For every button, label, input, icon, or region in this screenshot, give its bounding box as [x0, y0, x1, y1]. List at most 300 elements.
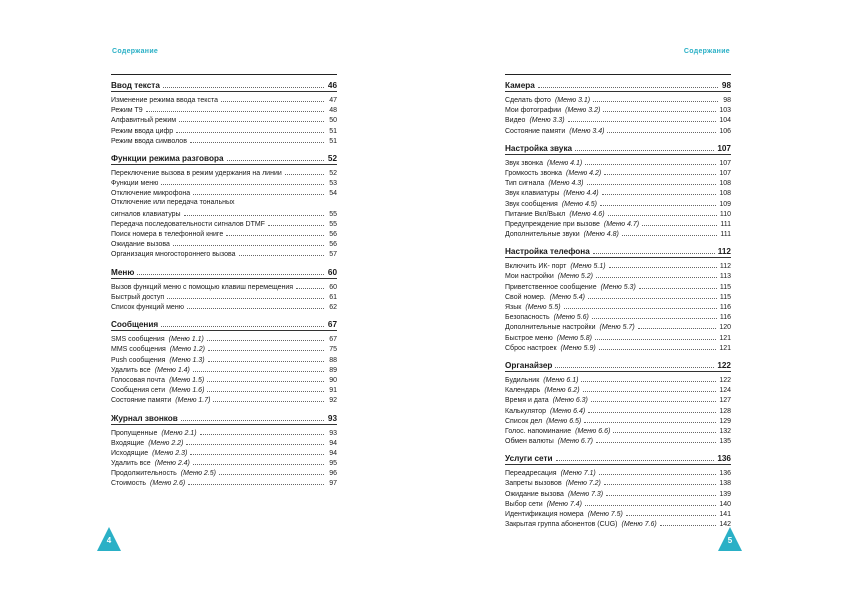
entry-page-number: 60	[329, 283, 337, 291]
entry-title: Предупреждение при вызове	[505, 220, 600, 228]
dot-leader	[596, 435, 716, 443]
toc-entry[interactable]	[505, 114, 731, 124]
entry-page-number: 136	[719, 470, 731, 478]
entry-menu-ref: (Меню 7.6)	[621, 521, 657, 529]
entry-menu-ref: (Меню 3.1)	[554, 97, 591, 104]
dot-leader	[179, 114, 324, 122]
entry-title: Продолжительность	[111, 470, 177, 478]
toc-entry[interactable]	[505, 467, 731, 477]
entry-page-number: 50	[329, 117, 337, 125]
entry-page-number: 53	[329, 180, 337, 188]
toc-entry[interactable]	[505, 311, 731, 321]
entry-menu-ref: (Меню 6.3)	[552, 397, 588, 405]
section-title: Органайзер	[505, 360, 553, 370]
entry-page-number: 128	[719, 407, 731, 415]
entry-title: Ожидание вызова	[505, 490, 564, 498]
entry-page-number: 127	[719, 397, 731, 405]
section-page-number: 107	[717, 143, 731, 153]
toc-section	[505, 246, 731, 352]
toc-entry[interactable]	[505, 125, 731, 135]
entry-title: Быстрое меню	[505, 334, 553, 342]
toc-entry[interactable]	[111, 374, 337, 384]
entry-title: Состояние памяти	[111, 397, 172, 405]
entry-title: Входящие	[111, 439, 145, 447]
toc-entry[interactable]	[505, 477, 731, 487]
toc-entry[interactable]	[505, 415, 731, 425]
entry-page-number: 135	[719, 438, 731, 446]
entry-menu-ref: (Меню 4.8)	[583, 231, 619, 239]
toc-entry[interactable]	[505, 384, 731, 394]
entry-title: Дополнительные звуки	[505, 231, 580, 239]
entry-page-number: 93	[329, 429, 337, 437]
dot-leader	[607, 125, 716, 133]
entry-title: Функции меню	[111, 180, 159, 188]
entry-menu-ref: (Меню 4.6)	[569, 210, 605, 218]
dot-leader	[208, 343, 324, 351]
dot-leader	[190, 447, 324, 455]
entry-title: Исходящие	[111, 449, 149, 457]
entry-title: Поиск номера в телефонной книге	[111, 231, 224, 239]
entry-menu-ref: (Меню 1.3)	[169, 356, 205, 364]
section-heading[interactable]	[505, 360, 731, 372]
toc-entry[interactable]	[111, 125, 337, 135]
entry-title: Отключение или передача тональных	[111, 198, 235, 206]
dot-leader	[207, 374, 324, 382]
entry-page-number: 94	[329, 439, 337, 447]
dot-leader	[193, 187, 324, 195]
entry-title: Голосовая почта	[111, 376, 166, 384]
section-page-number: 60	[327, 267, 337, 277]
toc-entry[interactable]	[505, 321, 731, 331]
entry-menu-ref: (Меню 1.7)	[175, 397, 211, 405]
dot-leader	[161, 319, 324, 327]
entry-page-number: 92	[329, 397, 337, 405]
entry-menu-ref: (Меню 2.1)	[161, 429, 197, 437]
dot-leader	[161, 177, 324, 185]
entry-title: Сделать фото	[505, 97, 551, 104]
entry-title: Переадресация	[505, 470, 557, 478]
toc-section	[111, 413, 337, 488]
dot-leader	[575, 143, 714, 151]
section-page-number: 46	[327, 81, 337, 90]
entry-menu-ref: (Меню 6.1)	[543, 376, 579, 384]
toc-entry[interactable]	[505, 104, 731, 114]
section-page-number: 52	[327, 153, 337, 163]
entry-menu-ref: (Меню 6.7)	[557, 438, 593, 446]
toc-entry[interactable]	[505, 218, 731, 228]
entry-title: Состояние памяти	[505, 127, 566, 135]
toc-entry[interactable]	[111, 114, 337, 124]
entry-page-number: 121	[719, 344, 731, 352]
dot-leader	[599, 342, 717, 350]
dot-leader	[239, 248, 324, 256]
entry-menu-ref: (Меню 4.7)	[603, 220, 640, 228]
entry-menu-ref: (Меню 4.2)	[566, 169, 602, 177]
toc-entry[interactable]	[111, 301, 337, 311]
entry-title: Закрытая группа абонентов (CUG)	[505, 521, 618, 529]
toc-entry[interactable]	[111, 384, 337, 394]
toc-entry[interactable]	[505, 167, 731, 177]
right-page	[421, 0, 842, 595]
entry-title: Будильник	[505, 376, 540, 384]
dot-leader	[587, 177, 717, 185]
toc-entry[interactable]	[111, 333, 337, 343]
dot-leader	[163, 80, 324, 88]
section-title: Ввод текста	[111, 81, 160, 90]
toc-entry[interactable]	[111, 187, 337, 197]
entry-title: Звук сообщения	[505, 200, 558, 208]
entry-menu-ref: (Меню 5.9)	[560, 344, 596, 352]
entry-title: Время и дата	[505, 397, 549, 405]
dot-leader	[591, 394, 716, 402]
section-heading[interactable]	[111, 153, 337, 165]
table-of-contents	[111, 74, 337, 488]
toc-entry[interactable]	[505, 281, 731, 291]
toc-entry[interactable]	[111, 167, 337, 177]
entry-title: MMS сообщения	[111, 346, 166, 354]
toc-entry[interactable]	[505, 405, 731, 415]
toc-entry[interactable]	[505, 157, 731, 167]
toc-entry[interactable]	[505, 177, 731, 187]
toc-entry[interactable]	[505, 270, 731, 280]
entry-title: Вызов функций меню с помощью клавиш перемещения	[111, 283, 294, 291]
entry-page-number: 138	[719, 480, 731, 488]
dot-leader	[593, 94, 718, 102]
entry-menu-ref: (Меню 5.7)	[599, 324, 635, 332]
entry-page-number: 116	[719, 304, 731, 311]
toc-entry[interactable]	[111, 135, 337, 145]
toc-entry[interactable]	[505, 498, 731, 508]
toc-section	[111, 153, 337, 259]
entry-page-number: 115	[719, 283, 731, 291]
dot-leader	[188, 477, 324, 485]
entry-title: Изменение режима ввода текста	[111, 97, 218, 104]
toc-entry[interactable]	[505, 425, 731, 435]
toc-entry[interactable]	[111, 198, 337, 208]
dot-leader	[603, 104, 716, 112]
entry-page-number: 56	[329, 241, 337, 249]
entry-menu-ref: (Меню 2.6)	[150, 480, 186, 488]
entry-title: Список функций меню	[111, 304, 184, 311]
toc-entry[interactable]	[505, 394, 731, 404]
entry-menu-ref: (Меню 4.5)	[561, 200, 598, 208]
toc-entry[interactable]	[505, 187, 731, 197]
entry-title: Безопасность	[505, 314, 550, 322]
toc-section	[505, 80, 731, 135]
dot-leader	[599, 467, 717, 475]
entry-menu-ref: (Меню 2.3)	[152, 449, 188, 457]
entry-page-number: 51	[329, 127, 337, 135]
entry-page-number: 139	[719, 490, 731, 498]
entry-page-number: 129	[719, 417, 731, 425]
dot-leader	[187, 301, 324, 309]
dot-leader	[604, 167, 716, 175]
entry-title: Мои настройки	[505, 273, 554, 281]
entry-page-number: 106	[719, 127, 731, 135]
section-title: Настройка телефона	[505, 247, 590, 257]
entry-menu-ref: (Меню 2.2)	[148, 439, 184, 447]
toc-entry[interactable]	[505, 508, 731, 518]
section-heading[interactable]	[111, 413, 337, 425]
dot-leader	[184, 208, 324, 216]
entry-menu-ref: (Меню 1.4)	[154, 366, 190, 374]
entry-title: сигналов клавиатуры	[111, 210, 181, 218]
dot-leader	[600, 198, 716, 206]
toc-entry[interactable]	[505, 332, 731, 342]
entry-page-number: 142	[719, 521, 731, 529]
entry-page-number: 112	[719, 263, 731, 271]
entry-menu-ref: (Меню 6.6)	[575, 427, 611, 435]
toc-entry[interactable]	[111, 447, 337, 457]
section-title: Услуги сети	[505, 454, 553, 464]
entry-page-number: 91	[329, 387, 337, 395]
entry-page-number: 62	[329, 304, 337, 311]
entry-title: Приветственное сообщение	[505, 283, 597, 291]
page-number-badge	[717, 526, 743, 552]
entry-title: Стоимость	[111, 480, 147, 488]
dot-leader	[588, 291, 717, 299]
dot-leader	[660, 518, 717, 526]
entry-page-number: 107	[719, 169, 731, 177]
entry-page-number: 115	[719, 293, 731, 301]
entry-title: Удалить все	[111, 460, 151, 468]
dot-leader	[285, 167, 324, 175]
toc-entry[interactable]	[111, 248, 337, 258]
entry-page-number: 120	[719, 324, 731, 332]
entry-menu-ref: (Меню 5.8)	[556, 334, 592, 342]
entry-menu-ref: (Меню 5.1)	[570, 263, 606, 271]
entry-page-number: 122	[719, 376, 731, 384]
entry-menu-ref: (Меню 1.2)	[169, 346, 205, 354]
entry-page-number: 56	[329, 231, 337, 239]
entry-title: Календарь	[505, 387, 541, 395]
toc-entry[interactable]	[111, 477, 337, 487]
dot-leader	[588, 405, 716, 413]
entry-menu-ref: (Меню 7.2)	[565, 480, 601, 488]
entry-title: Выбор сети	[505, 500, 543, 508]
page-number: 4	[106, 536, 112, 545]
entry-page-number: 97	[329, 480, 337, 488]
dot-leader	[268, 218, 324, 226]
section-heading[interactable]	[505, 80, 731, 92]
entry-title: Пропущенные	[111, 429, 158, 437]
entry-page-number: 124	[719, 387, 731, 395]
dot-leader	[200, 427, 324, 435]
entry-title: Режим ввода цифр	[111, 127, 174, 135]
entry-title: Мои фотографии	[505, 107, 562, 115]
dot-leader	[583, 384, 717, 392]
entry-menu-ref: (Меню 7.4)	[546, 500, 582, 508]
dot-leader	[613, 425, 716, 433]
section-title: Журнал звонков	[111, 413, 178, 423]
toc-entry[interactable]	[505, 198, 731, 208]
dot-leader	[604, 477, 716, 485]
entry-page-number: 95	[329, 460, 337, 468]
toc-entry[interactable]	[111, 427, 337, 437]
toc-section	[111, 319, 337, 404]
toc-entry[interactable]	[111, 104, 337, 114]
section-heading[interactable]	[505, 143, 731, 155]
dot-leader	[584, 415, 716, 423]
entry-menu-ref: (Меню 3.4)	[569, 127, 605, 135]
entry-page-number: 94	[329, 449, 337, 457]
toc-entry[interactable]	[505, 374, 731, 384]
toc-entry[interactable]	[111, 177, 337, 187]
dot-leader	[585, 498, 716, 506]
entry-title: Сообщения сети	[111, 387, 166, 395]
dot-leader	[538, 80, 718, 88]
toc-section	[505, 360, 731, 445]
entry-menu-ref: (Меню 5.2)	[557, 273, 593, 281]
entry-page-number: 108	[719, 180, 731, 188]
entry-page-number: 88	[329, 356, 337, 364]
toc-section	[505, 143, 731, 239]
entry-menu-ref: (Меню 5.4)	[549, 293, 585, 301]
entry-title: Звук звонка	[505, 159, 544, 167]
toc-entry[interactable]	[111, 394, 337, 404]
entry-title: SMS сообщения	[111, 336, 165, 344]
entry-page-number: 108	[719, 190, 731, 198]
entry-menu-ref: (Меню 2.5)	[180, 470, 216, 478]
section-page-number: 112	[717, 247, 731, 257]
entry-page-number: 55	[329, 210, 337, 218]
dot-leader	[219, 467, 324, 475]
section-heading[interactable]	[505, 246, 731, 258]
dot-leader	[176, 125, 324, 133]
entry-menu-ref: (Меню 6.2)	[544, 387, 580, 395]
section-title: Сообщения	[111, 320, 159, 330]
dot-leader	[193, 364, 324, 372]
entry-page-number: 61	[329, 293, 337, 301]
toc-entry[interactable]	[111, 364, 337, 374]
toc-entry[interactable]	[505, 228, 731, 238]
entry-menu-ref: (Меню 4.3)	[548, 180, 584, 188]
entry-page-number: 121	[719, 334, 731, 342]
entry-page-number: 111	[720, 220, 731, 228]
section-heading[interactable]	[111, 80, 337, 92]
entry-title: Идентификация номера	[505, 511, 584, 518]
dot-leader	[207, 333, 324, 341]
entry-title: Включить ИК- порт	[505, 263, 567, 271]
toc-entry[interactable]	[111, 467, 337, 477]
toc-entry[interactable]	[505, 435, 731, 445]
dot-leader	[167, 291, 324, 299]
entry-title: Режим ввода символов	[111, 137, 187, 145]
dot-leader	[639, 281, 717, 289]
entry-page-number: 96	[329, 470, 337, 478]
entry-menu-ref: (Меню 2.4)	[154, 460, 190, 468]
toc-entry[interactable]	[111, 457, 337, 467]
toc-entry[interactable]	[111, 208, 337, 218]
entry-page-number: 52	[329, 169, 337, 177]
entry-title: Организация многостороннего вызова	[111, 251, 236, 259]
entry-title: Тип сигнала	[505, 180, 545, 188]
section-page-number: 136	[717, 454, 731, 464]
entry-menu-ref: (Меню 7.5)	[587, 511, 623, 518]
entry-title: Ожидание вызова	[111, 241, 170, 249]
dot-leader	[208, 354, 324, 362]
entry-title: Язык	[505, 304, 522, 311]
entry-title: Свой номер.	[505, 293, 546, 301]
dot-leader	[593, 246, 715, 254]
dot-leader	[592, 311, 717, 319]
entry-menu-ref: (Меню 1.1)	[168, 336, 204, 344]
entry-page-number: 111	[720, 231, 731, 239]
entry-menu-ref: (Меню 5.5)	[525, 304, 561, 311]
dot-leader	[227, 153, 324, 161]
dot-leader	[186, 437, 324, 445]
dot-leader	[137, 267, 324, 275]
entry-menu-ref: (Меню 1.5)	[169, 376, 205, 384]
entry-title: Голос. напоминание	[505, 427, 572, 435]
entry-page-number: 98	[723, 97, 731, 104]
toc-entry[interactable]	[111, 94, 337, 104]
dot-leader	[173, 238, 324, 246]
entry-title: Алфавитный режим	[111, 117, 177, 125]
toc-section	[111, 80, 337, 145]
entry-title: Удалить все	[111, 366, 151, 374]
dot-leader	[213, 394, 324, 402]
toc-entry[interactable]	[505, 291, 731, 301]
entry-title: Дополнительные настройки	[505, 324, 596, 332]
section-heading[interactable]	[111, 267, 337, 279]
section-heading[interactable]	[505, 453, 731, 465]
dot-leader	[608, 208, 717, 216]
entry-page-number: 51	[329, 137, 337, 145]
entry-title: Список дел	[505, 417, 543, 425]
entry-page-number: 141	[719, 511, 731, 518]
toc-entry[interactable]	[111, 354, 337, 364]
toc-entry[interactable]	[111, 291, 337, 301]
toc-entry[interactable]	[505, 260, 731, 270]
entry-title: Отключение микрофона	[111, 190, 191, 198]
entry-page-number: 107	[719, 159, 731, 167]
section-title: Камера	[505, 81, 535, 90]
entry-title: Быстрый доступ	[111, 293, 165, 301]
entry-menu-ref: (Меню 4.1)	[547, 159, 583, 167]
entry-title: Питание Вкл/Выкл	[505, 210, 566, 218]
toc-entry[interactable]	[111, 343, 337, 353]
toc-entry[interactable]	[505, 342, 731, 352]
dot-leader	[622, 228, 718, 236]
entry-menu-ref: (Меню 4.4)	[563, 190, 599, 198]
dot-leader	[585, 157, 716, 165]
entry-title: Обмен валюты	[505, 438, 554, 446]
toc-entry[interactable]	[505, 208, 731, 218]
section-page-number: 67	[327, 320, 337, 330]
dot-leader	[626, 508, 716, 516]
section-heading[interactable]	[111, 319, 337, 331]
entry-page-number: 54	[329, 190, 337, 198]
toc-entry[interactable]	[111, 281, 337, 291]
toc-entry[interactable]	[111, 238, 337, 248]
toc-section	[111, 267, 337, 312]
entry-page-number: 89	[329, 366, 337, 374]
toc-entry[interactable]	[505, 94, 731, 104]
entry-title: Видео	[505, 117, 526, 125]
dot-leader	[609, 260, 717, 268]
table-of-contents	[505, 74, 731, 528]
toc-entry[interactable]	[505, 488, 731, 498]
toc-entry[interactable]	[505, 301, 731, 311]
dot-leader	[564, 301, 717, 309]
entry-menu-ref: (Меню 3.3)	[529, 117, 565, 125]
entry-page-number: 113	[719, 273, 731, 281]
page-header: Содержание	[683, 48, 730, 55]
entry-menu-ref: (Меню 6.5)	[546, 417, 582, 425]
entry-page-number: 109	[719, 200, 731, 208]
toc-entry[interactable]	[111, 218, 337, 228]
